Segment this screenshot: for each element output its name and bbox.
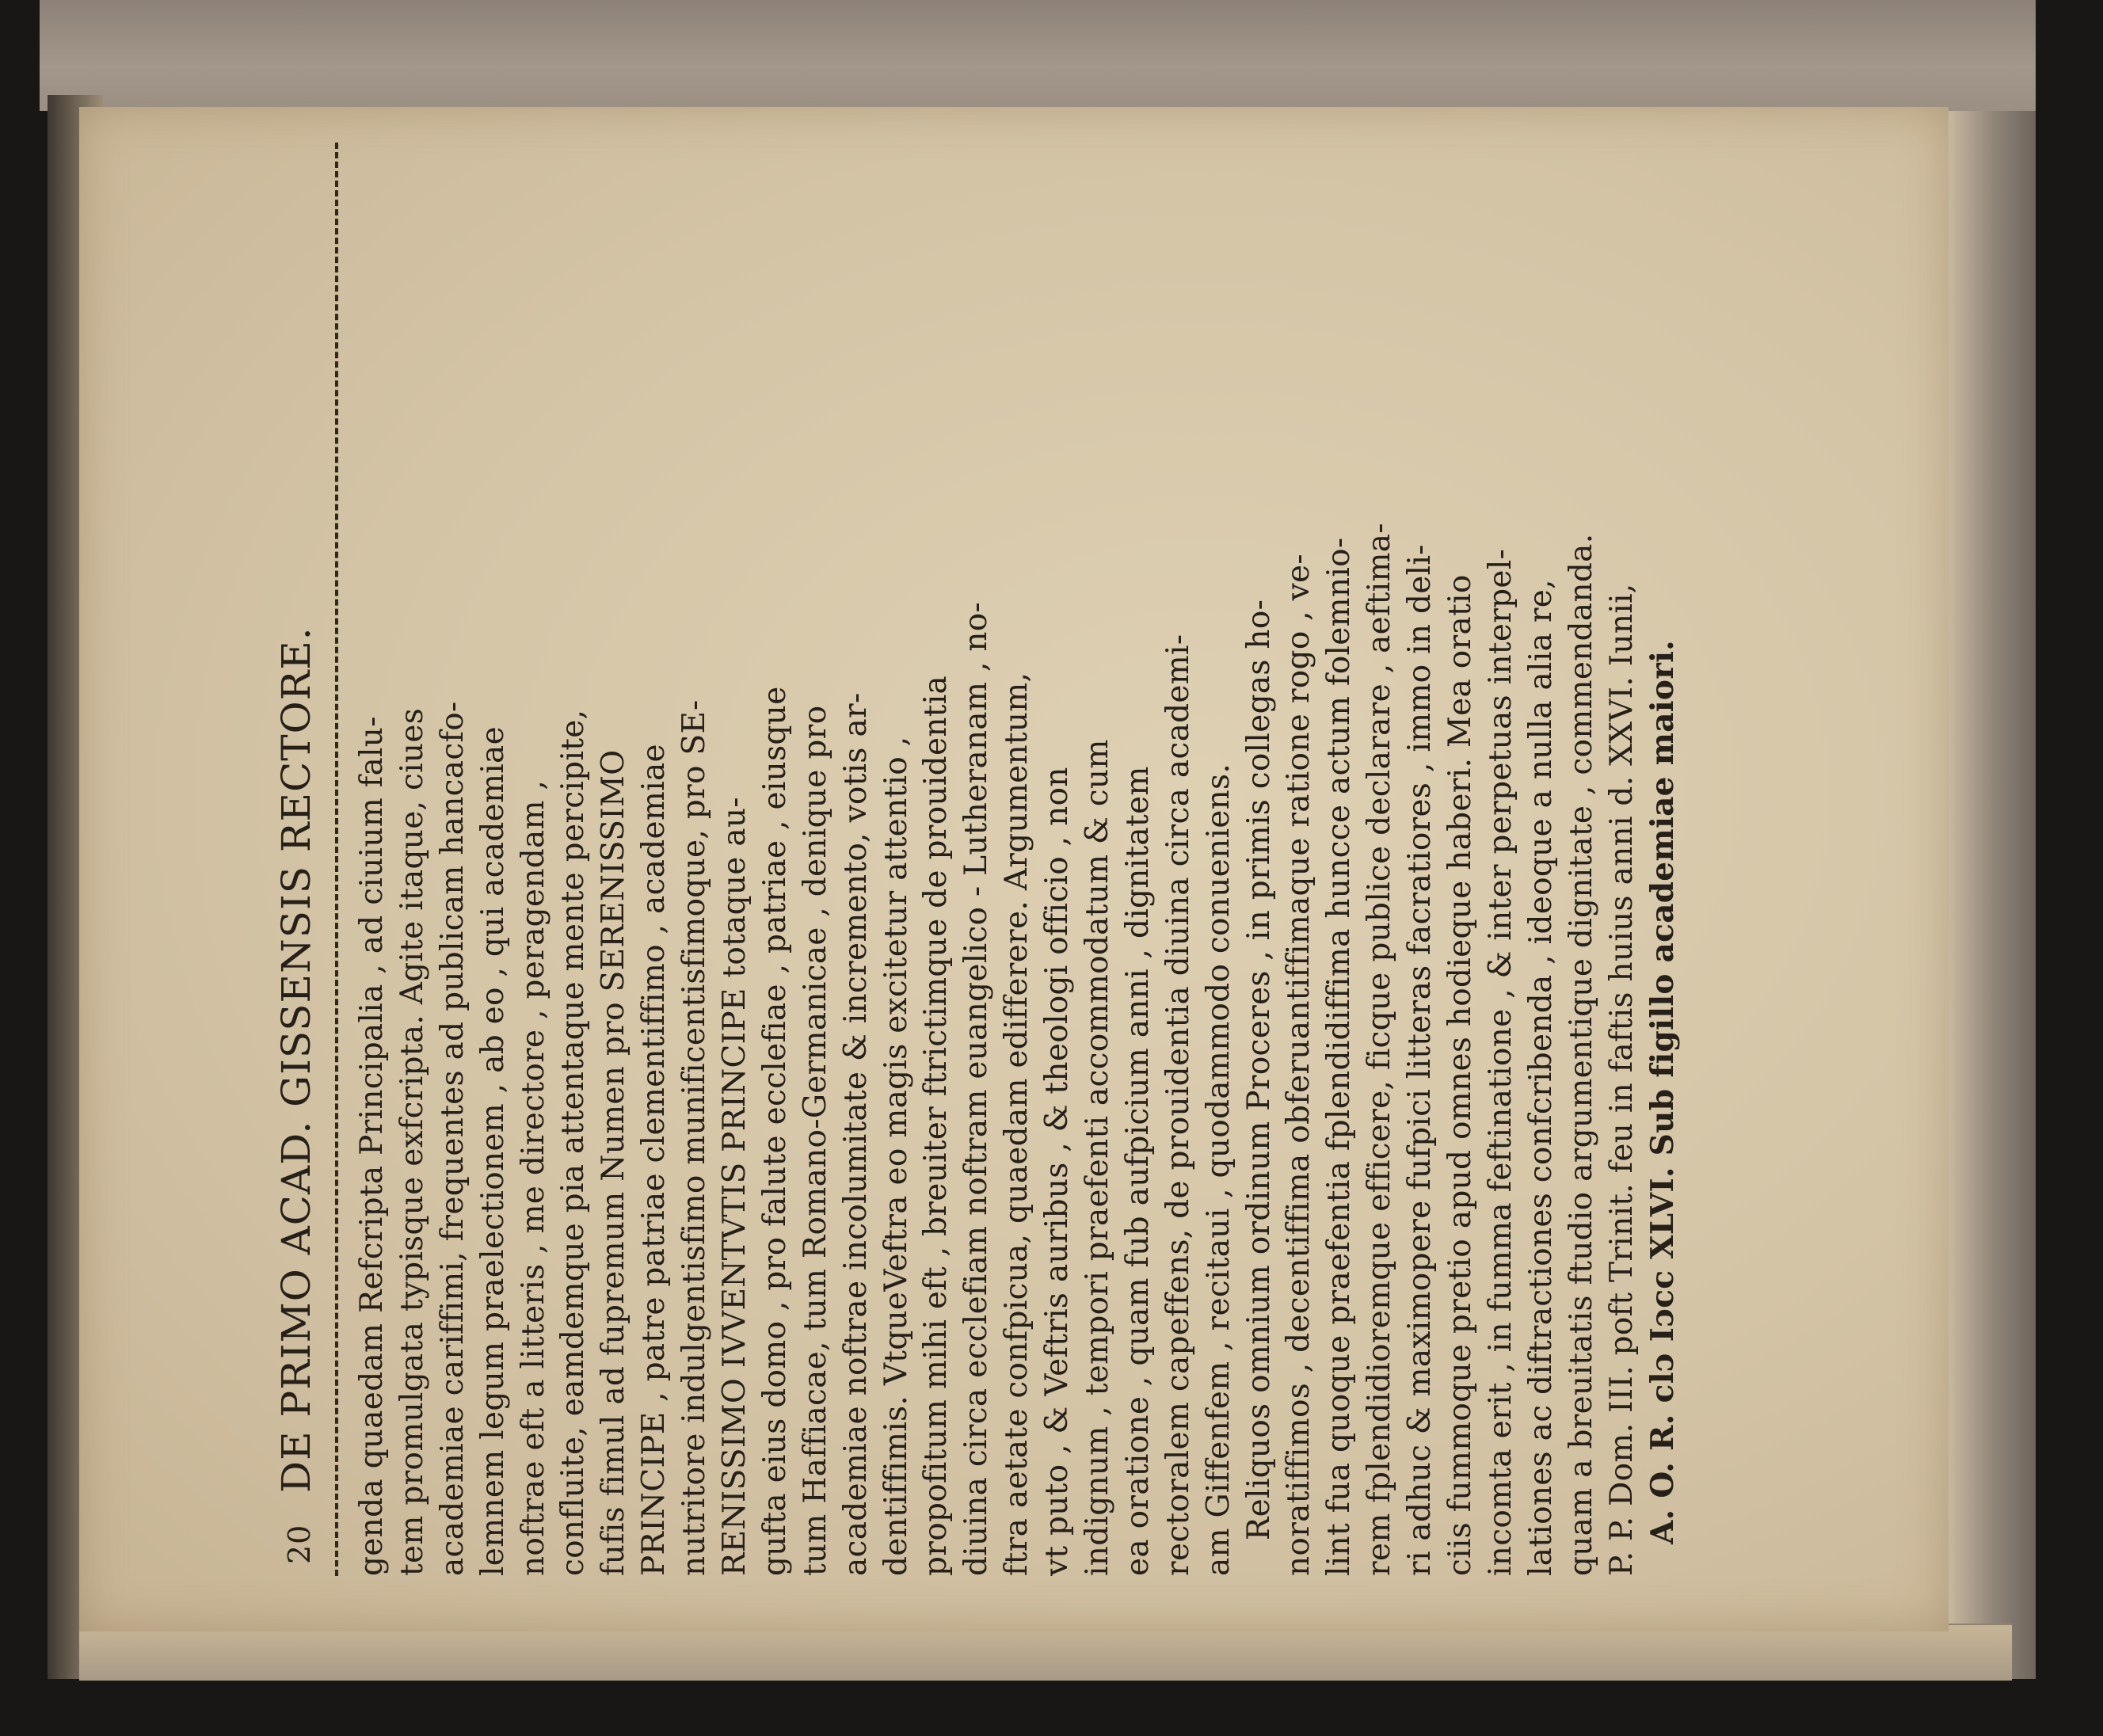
text-line: fufis fimul ad fupremum Numen pro SERENISSIMO <box>596 749 632 1576</box>
text-line: incomta erit , in fumma feftinatione , & inter perpetuas interpel- <box>1482 548 1518 1576</box>
text-line: P. P. Dom. III. poft Trinit. feu in faftis huius anni d. XXVI. Iunii, <box>1603 583 1640 1576</box>
book-page-edges-right <box>1945 111 2036 1679</box>
text-line: academiae cariffimi, frequentes ad publicam hancacfo- <box>434 701 471 1576</box>
text-line: genda quaedam Refcripta Principalia , ad ciuium falu- <box>354 716 390 1576</box>
book-page-edges-bottom <box>79 1624 2012 1681</box>
text-line: RENISSIMO IVVENTVTIS PRINCIPE totaque au- <box>717 797 753 1576</box>
text-line: diuina circa ecclefiam noftram euangelico - Lutheranam , no- <box>958 601 995 1576</box>
text-line: PRINCIPE , patre patriae clementiffimo , academiae <box>636 744 672 1576</box>
text-line: rectoralem capeffens, de prouidentia diuina circa academi- <box>1160 634 1196 1576</box>
text-line: dentiffimis. VtqueVeftra eo magis excitetur attentio , <box>878 736 914 1576</box>
text-line: propofitum mihi eft , breuiter ftrictimque de prouidentia <box>918 675 954 1576</box>
text-line: rem fplendidioremque efficere, ficque publice declarare , aeftima- <box>1362 523 1398 1576</box>
text-line: vt puto , & Veftris auribus , & theologi officio , non <box>1039 767 1076 1576</box>
text-line: indignum , tempori praefenti accommodatum & cum <box>1080 739 1116 1576</box>
running-title: DE PRIMO ACAD. GISSENSIS RECTORE. <box>273 626 319 1493</box>
text-line: lationes ac diftractiones confcribenda , ideoque a nulla alia re, <box>1522 579 1559 1576</box>
body-text <box>352 143 1682 1576</box>
text-line: gufta eius domo , pro falute ecclefiae , patriae , eiusque <box>756 686 793 1576</box>
printed-text-block <box>273 143 1747 1576</box>
running-head <box>273 143 329 1576</box>
text-line: noftrae eft a litteris , me directore , peragendam , <box>515 779 551 1576</box>
text-line: academiae noftrae incolumitate & incremento, votis ar- <box>837 692 874 1576</box>
page-number: 20 <box>282 1524 317 1564</box>
text-line: Reliquos omnium ordinum Proceres , in primis collegas ho- <box>1240 599 1277 1540</box>
text-line: ea oratione , quam fub aufpicium anni , dignitatem <box>1119 766 1156 1576</box>
text-line: ciis fummoque pretio apud omnes hodieque haberi. Mea oratio <box>1442 574 1479 1576</box>
head-rule <box>335 143 338 1576</box>
text-line: am Giffenfem , recitaui , quodammodo conueniens. <box>1200 763 1236 1576</box>
text-line: noratiffimos , decentiffima obferuantiffimaque ratione rogo , ve- <box>1281 554 1317 1576</box>
text-line: confluite, eamdemque pia attentaque mente percipite, <box>555 709 592 1576</box>
text-line: nutritore indulgentisfimo munificentisfimoque, pro SE- <box>676 699 713 1576</box>
book-page-edges-top <box>40 0 2036 111</box>
text-line: tum Haffiacae, tum Romano-Germanicae , denique pro <box>797 705 833 1576</box>
text-line: lint fua quoque praefentia fplendidiffima huncce actum folemnio- <box>1321 537 1358 1576</box>
text-line: lemnem legum praelectionem , ab eo , qui academiae <box>474 726 511 1576</box>
text-line: A. O. R. clɔ Iɔcc XLVI. Sub figillo academiae maiori. <box>1644 639 1681 1544</box>
text-line: quam a breuitatis ftudio argumentique dignitate , commendanda. <box>1563 533 1599 1576</box>
text-line: tem promulgata typisque exfcripta. Agite itaque, ciues <box>394 707 430 1576</box>
text-line: ftra aetate confpicua, quaedam edifferere. Argumentum, <box>999 672 1035 1576</box>
text-line: ri adhuc & maximopere fufpici litteras facratiores , immo in deli- <box>1402 544 1438 1576</box>
